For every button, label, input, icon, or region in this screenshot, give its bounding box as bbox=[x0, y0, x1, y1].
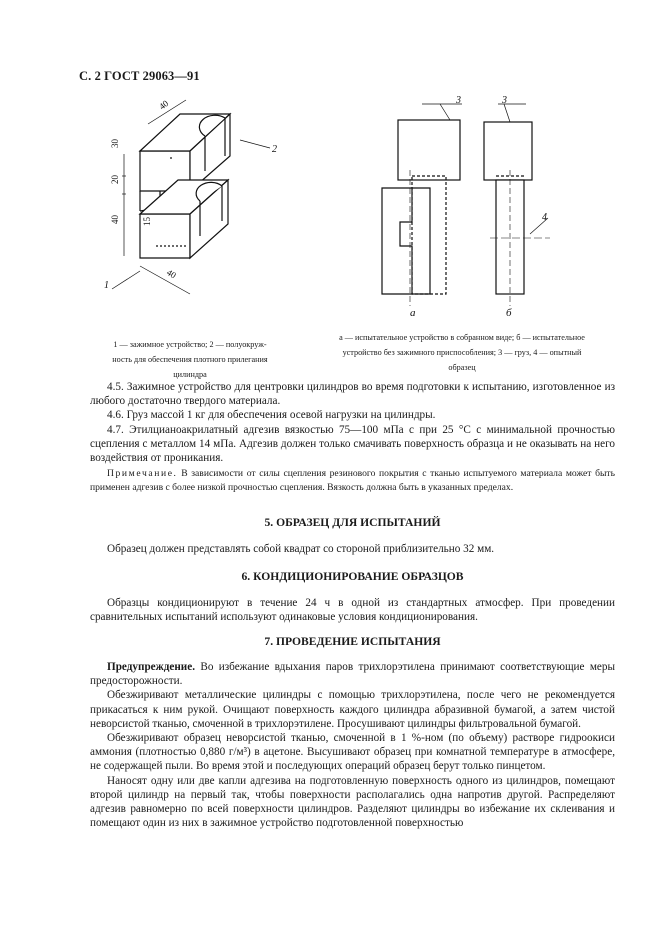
dim-15: 15 bbox=[142, 217, 152, 226]
label-4: 4 bbox=[542, 212, 547, 223]
label-2: 2 bbox=[272, 144, 277, 155]
dim-40-bottom: 40 bbox=[164, 267, 178, 281]
section7-body bbox=[90, 660, 615, 830]
figure2-caption-line: а — испытательное устройство в собранном виде; б — испытательное bbox=[339, 333, 585, 342]
note-text: В зависимости от силы сцепления резинового покрытия с тканью испытуемого материала может быть применен адгезив с более низкой прочностью сцепления. Вязкость должна быть в указанных пределах. bbox=[90, 468, 615, 493]
lower-clamp-block bbox=[140, 180, 228, 258]
device-without-clamp-b bbox=[484, 104, 550, 306]
figure1-caption-line: цилиндра bbox=[173, 370, 207, 379]
dim-20: 20 bbox=[110, 175, 120, 184]
page-header: С. 2 ГОСТ 29063—91 bbox=[79, 69, 200, 83]
label-1: 1 bbox=[104, 280, 109, 291]
section6-title: 6. КОНДИЦИОНИРОВАНИЕ ОБРАЗЦОВ bbox=[241, 570, 464, 583]
figure1-caption-line: ность для обеспечения плотного прилегания bbox=[112, 355, 268, 364]
paragraph-4-7: 4.7. Этилцианоакрилатный адгезив вязкостью 75—100 мПа с при 25 °С с минимальной прочностью сцепления с металлом 14 мПа. Адгезив должен только смачивать поверхность образца и не оказывать на него воздействия от проникания. bbox=[90, 423, 615, 465]
section7-paragraph: Обезжиривают металлические цилиндры с помощью трихлорэтилена, после чего не рекомендуется прикасаться к ним рукой. Очищают поверхность каждого цилиндра абразивной бумагой, а затем чистой неворсистой тканью, смоченной в трихлорэтилене. Просушивают цилиндры фильтровальной бумагой. bbox=[90, 689, 615, 730]
section5-body bbox=[90, 542, 615, 556]
clamp-device-drawing bbox=[100, 96, 290, 328]
figure2-caption bbox=[306, 330, 618, 375]
warning-text: Во избежание вдыхания паров трихлорэтилена принимают соответствующие меры предосторожности. bbox=[90, 661, 615, 688]
figure1-caption-line: 1 — зажимное устройство; 2 — полуокруж- bbox=[113, 340, 267, 349]
section6-text: Образцы кондиционируют в течение 24 ч в одной из стандартных атмосфер. При проведении сравнительных испытаний используют одинаковые условия кондиционирования. bbox=[90, 597, 615, 624]
dim-40-left: 40 bbox=[110, 215, 120, 224]
section5-text: Образец должен представлять собой квадрат со стороной приблизительно 32 мм. bbox=[107, 543, 495, 555]
assembled-device-a bbox=[382, 104, 462, 306]
paragraph-4-6: 4.6. Груз массой 1 кг для обеспечения осевой нагрузки на цилиндры. bbox=[107, 409, 436, 422]
sublabel-b: б bbox=[506, 307, 512, 319]
dim-40-top: 40 bbox=[157, 98, 171, 112]
figure2-caption-line: образец bbox=[448, 363, 476, 372]
figure1-caption bbox=[80, 337, 300, 382]
label-3-a: 3 bbox=[456, 95, 461, 106]
paragraph-4-5: 4.5. Зажимное устройство для центровки цилиндров во время подготовки к испытанию, изготовленное из любого достаточно твердого материала. bbox=[90, 381, 615, 408]
figure2-caption-line: устройство без зажимного приспособления; 3 — груз, 4 — опытный bbox=[342, 348, 582, 357]
section7-paragraph: Наносят одну или две капли адгезива на подготовленную поверхность одного из цилиндров, помещают второй цилиндр на первый так, чтобы поверхности располагались одна напротив другой. Распределяют адгезив равномерно по всей поверхности цилиндров. Разделяют цилиндры во избежание их склеивания и помещают один из них в зажимное устройство подготовленной поверхностью bbox=[90, 774, 615, 830]
label-3-b: 3 bbox=[502, 95, 507, 106]
note-block bbox=[90, 467, 615, 494]
section7-title: 7. ПРОВЕДЕНИЕ ИСПЫТАНИЯ bbox=[264, 635, 441, 648]
test-device-drawing bbox=[370, 94, 570, 324]
section6-body bbox=[90, 596, 615, 624]
section7-paragraph: Обезжиривают образец неворсистой тканью, смоченной в 1 %-ном (по объему) растворе гидроокиси аммония (плотностью 0,880 г/м³) в ацетоне. Высушивают образец при комнатной температуре в атмосфере, не содержащей пыли. Во время этой и последующих операций образец берут только пинцетом. bbox=[90, 732, 615, 773]
section5-title: 5. ОБРАЗЕЦ ДЛЯ ИСПЫТАНИЙ bbox=[264, 516, 441, 529]
equipment-list bbox=[90, 380, 615, 465]
dim-30: 30 bbox=[110, 139, 120, 148]
note-label: Примечание. bbox=[107, 468, 178, 479]
sublabel-a: а bbox=[410, 307, 416, 319]
warning-label: Предупреждение. bbox=[107, 661, 196, 673]
